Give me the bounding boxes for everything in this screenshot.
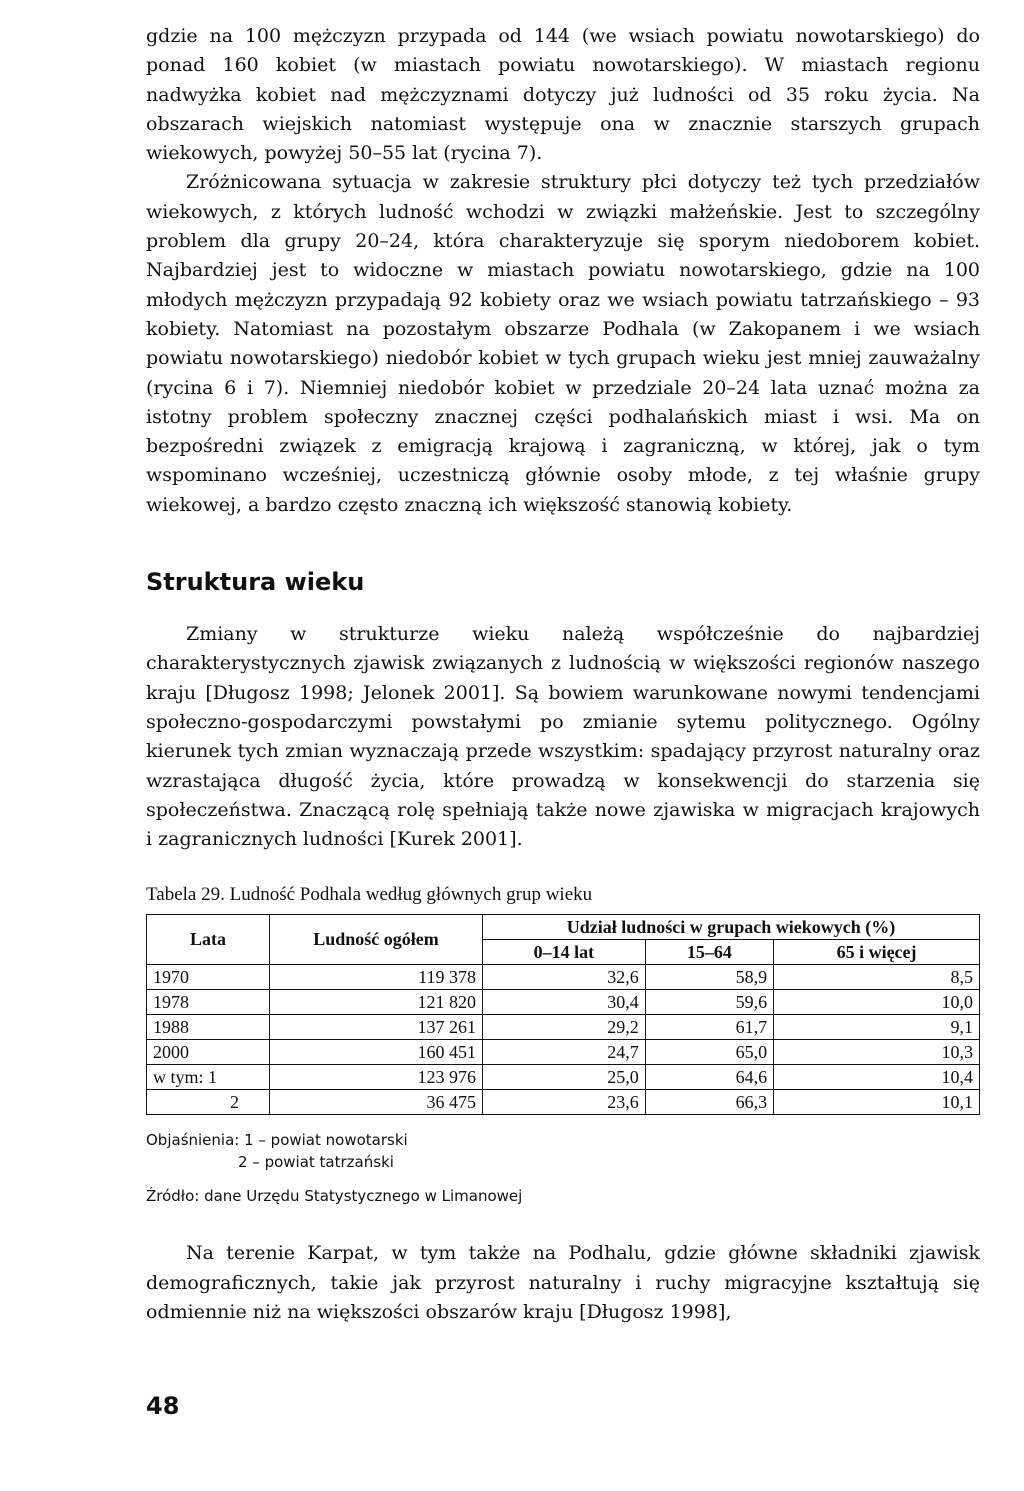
note-line-1: Objaśnienia: 1 – powiat nowotarski <box>146 1131 408 1150</box>
cell-total: 160 451 <box>270 1040 483 1065</box>
cell-c: 10,4 <box>774 1065 980 1090</box>
header-sub-65: 65 i więcej <box>774 940 980 965</box>
header-sub-0-14: 0–14 lat <box>483 940 646 965</box>
cell-a: 30,4 <box>483 990 646 1015</box>
age-structure-table <box>146 914 980 1115</box>
cell-c: 9,1 <box>774 1015 980 1040</box>
paragraph-2: Zróżnicowana sytuacja w zakresie struktury płci dotyczy też tych przedziałów wiekowych, z których ludność wchodzi w związki małżeńskie. Jest to szczególny problem dla grupy 20–24, która charakteryzuje się sporym niedoborem kobiet. Najbardziej jest to widoczne w miastach powiatu nowotarskiego, gdzie na 100 młodych mężczyzn przypadają 92 kobiety oraz we wsiach powiatu tatrzańskiego – 93 kobiety. Natomiast na pozostałym obszarze Podhala (w Zakopanem i we wsiach powiatu nowotarskiego) niedobór kobiet w tych grupach wieku jest mniej zauważalny (rycina 6 i 7). Niemniej niedobór kobiet w przedziale 20–24 lata uznać można za istotny problem społeczny znacznej części podhalańskich miast i wsi. Ma on bezpośredni związek z emigracją krajową i zagraniczną, w której, jak o tym wspominano wcześniej, uczestniczą głównie osoby młode, z tej właśnie grupy wiekowej, a bardzo często znaczną ich większość stanowią kobiety. <box>146 171 980 516</box>
cell-a: 23,6 <box>483 1090 646 1115</box>
cell-total: 121 820 <box>270 990 483 1015</box>
cell-c: 8,5 <box>774 965 980 990</box>
table-row <box>147 1090 980 1115</box>
page-content <box>146 22 980 1327</box>
header-sub-15-64: 15–64 <box>645 940 773 965</box>
cell-c: 10,1 <box>774 1090 980 1115</box>
cell-c: 10,0 <box>774 990 980 1015</box>
header-group: Udział ludności w grupach wiekowych (%) <box>483 915 980 940</box>
cell-total: 137 261 <box>270 1015 483 1040</box>
table-caption: Tabela 29. Ludność Podhala według głównych grup wieku <box>146 884 593 906</box>
cell-lata: w tym: 1 <box>147 1065 270 1090</box>
table-row <box>147 965 980 990</box>
cell-lata: 1970 <box>147 965 270 990</box>
cell-a: 29,2 <box>483 1015 646 1040</box>
page-number: 48 <box>146 1392 180 1420</box>
cell-lata: 2000 <box>147 1040 270 1065</box>
cell-a: 24,7 <box>483 1040 646 1065</box>
paragraph-1: gdzie na 100 mężczyzn przypada od 144 (we wsiach powiatu nowotarskiego) do ponad 160 kobiet (w miastach powiatu nowotarskiego). W miastach regionu nadwyżka kobiet nad mężczyznami dotyczy już ludności od 35 roku życia. Na obszarach wiejskich natomiast występuje ona w znacznie starszych grupach wiekowych, powyżej 50–55 lat (rycina 7). <box>146 25 980 165</box>
header-total: Ludność ogółem <box>270 915 483 965</box>
cell-a: 32,6 <box>483 965 646 990</box>
cell-lata: 1978 <box>147 990 270 1015</box>
cell-c: 10,3 <box>774 1040 980 1065</box>
cell-b: 59,6 <box>645 990 773 1015</box>
table-row <box>147 1015 980 1040</box>
table-notes <box>146 1129 980 1173</box>
cell-lata: 2 <box>147 1090 270 1115</box>
table-row <box>147 1065 980 1090</box>
cell-b: 58,9 <box>645 965 773 990</box>
cell-a: 25,0 <box>483 1065 646 1090</box>
table-row <box>147 990 980 1015</box>
cell-b: 64,6 <box>645 1065 773 1090</box>
cell-total: 119 378 <box>270 965 483 990</box>
paragraph-4: Na terenie Karpat, w tym także na Podhalu, gdzie główne składniki zjawisk demograficznych, takie jak przyrost naturalny i ruchy migracyjne kształtują się odmiennie niż na większości obszarów kraju [Długosz 1998], <box>146 1242 980 1324</box>
cell-lata: 1988 <box>147 1015 270 1040</box>
cell-total: 123 976 <box>270 1065 483 1090</box>
cell-b: 66,3 <box>645 1090 773 1115</box>
cell-b: 65,0 <box>645 1040 773 1065</box>
paragraph-3: Zmiany w strukturze wieku należą współcześnie do najbardziej charakterystycznych zjawisk związanych z ludnością w większości regionów naszego kraju [Długosz 1998; Jelonek 2001]. Są bowiem warunkowane nowymi tendencjami społeczno-gospodarczymi powstałymi po zmianie sytemu politycznego. Ogólny kierunek tych zmian wyznaczają przede wszystkim: spadający przyrost naturalny oraz wzrastająca długość życia, które prowadzą w konsekwencji do starzenia się społeczeństwa. Znaczącą rolę spełniają także nowe zjawiska w migracjach krajowych i zagranicznych ludności [Kurek 2001]. <box>146 623 980 851</box>
section-heading: Struktura wieku <box>146 568 365 597</box>
cell-total: 36 475 <box>270 1090 483 1115</box>
table-source: Źródło: dane Urzędu Statystycznego w Limanowej <box>146 1187 523 1206</box>
note-line-2: 2 – powiat tatrzański <box>238 1153 394 1172</box>
table-row <box>147 1040 980 1065</box>
cell-b: 61,7 <box>645 1015 773 1040</box>
header-lata: Lata <box>147 915 270 965</box>
